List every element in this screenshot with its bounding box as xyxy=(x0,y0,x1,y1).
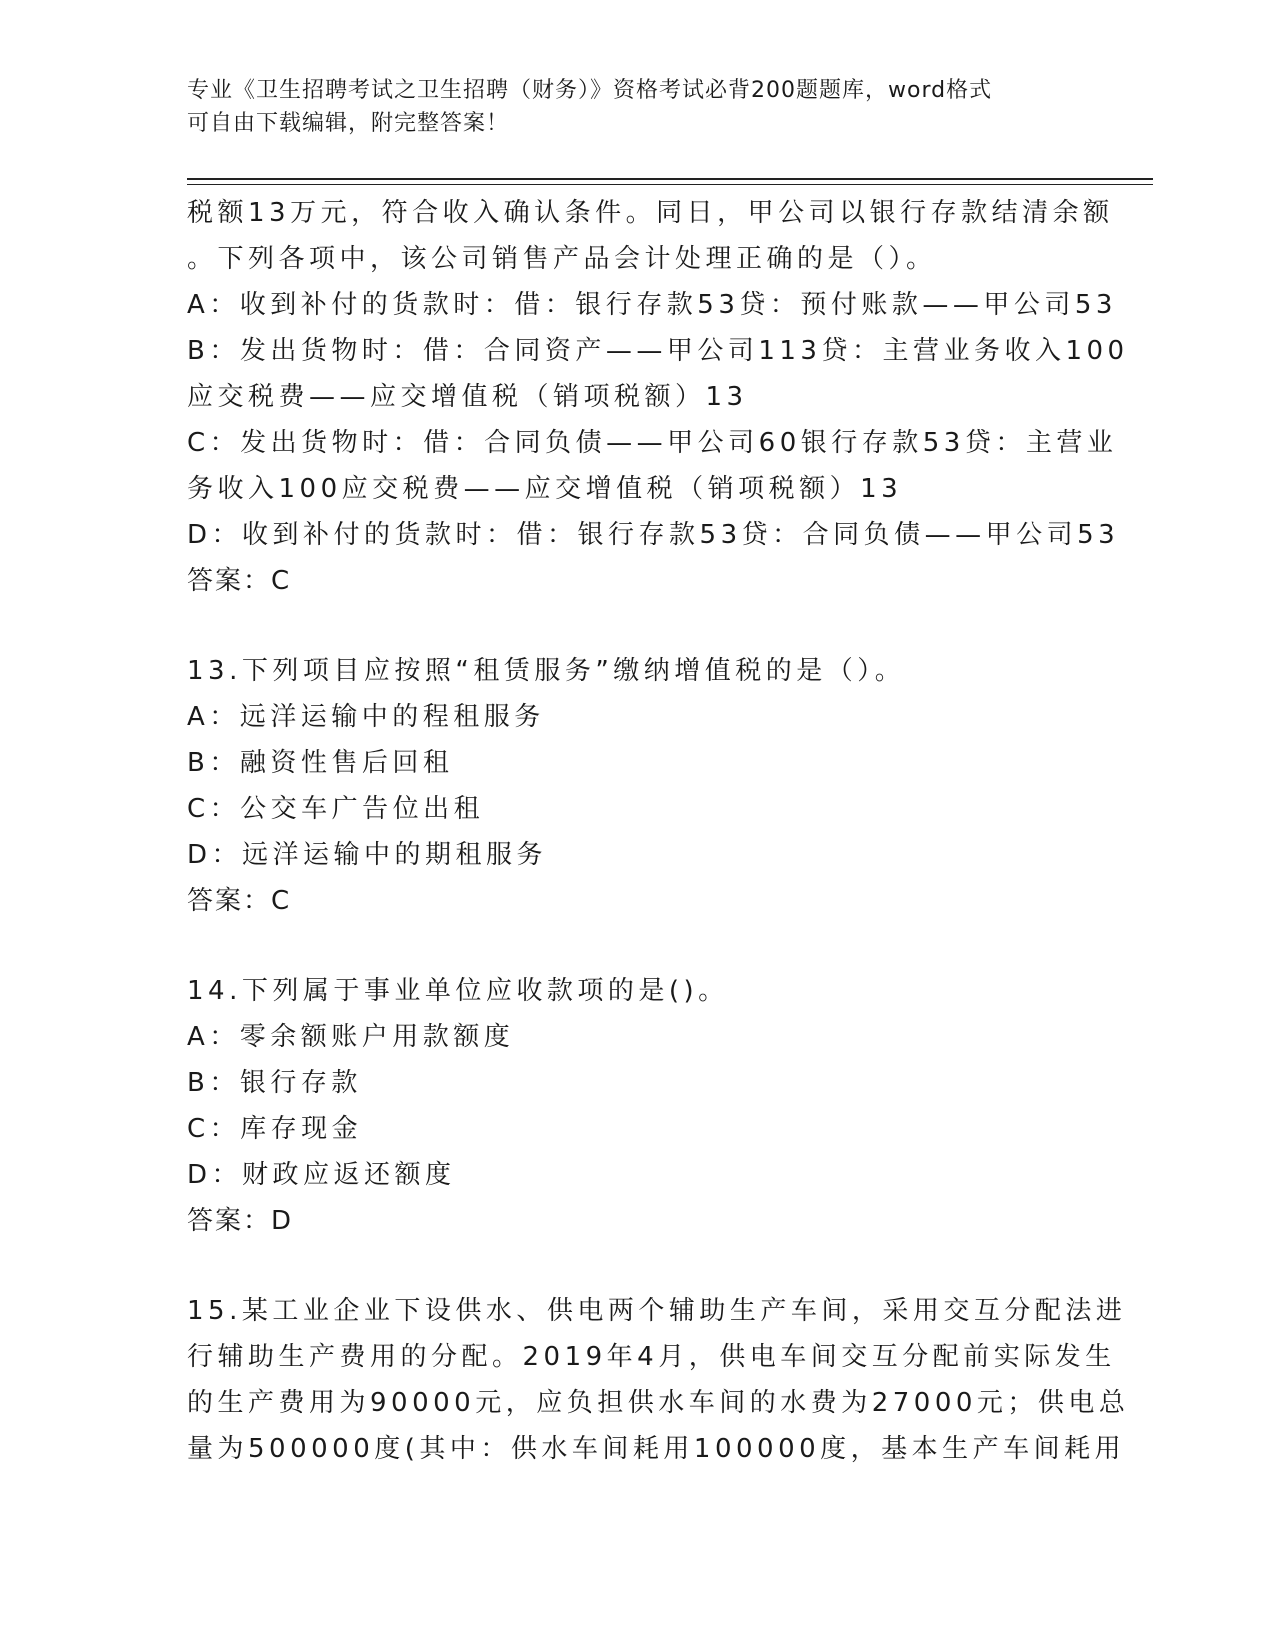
question-text-line: 15.某工业企业下设供水、供电两个辅助生产车间，采用交互分配法进 xyxy=(187,1296,1127,1326)
question-block-15 xyxy=(187,1288,1130,1472)
question-block-12 xyxy=(187,190,1129,604)
question-text-line: 13.下列项目应按照“租赁服务”缴纳增值税的是（）。 xyxy=(187,656,906,686)
option-b: B：银行存款 xyxy=(187,1068,362,1098)
option-b: B：融资性售后回租 xyxy=(187,748,454,778)
question-text-line: 税额13万元，符合收入确认条件。同日，甲公司以银行存款结清余额 xyxy=(187,198,1114,228)
answer-label: 答案：C xyxy=(187,886,292,916)
option-d: D：财政应返还额度 xyxy=(187,1160,456,1190)
option-c: C：公交车广告位出租 xyxy=(187,794,485,824)
option-d: D：远洋运输中的期租服务 xyxy=(187,840,548,870)
question-text-line: 。下列各项中，该公司销售产品会计处理正确的是（）。 xyxy=(187,244,937,274)
option-a: A：远洋运输中的程租服务 xyxy=(187,702,545,732)
option-c: C：发出货物时：借：合同负债——甲公司60银行存款53贷：主营业 xyxy=(187,428,1118,458)
spacer xyxy=(187,604,1087,648)
header-title-line-2: 可自由下载编辑，附完整答案！ xyxy=(187,111,510,136)
question-text-line: 量为500000度(其中：供水车间耗用100000度，基本生产车间耗用 xyxy=(187,1434,1126,1464)
header-rule-thick xyxy=(187,178,1153,180)
option-c: C：库存现金 xyxy=(187,1114,363,1144)
header-title-line-1: 专业《卫生招聘考试之卫生招聘（财务）》资格考试必背200题题库，word格式 xyxy=(187,78,993,103)
option-b: B：发出货物时：借：合同资产——甲公司113贷：主营业务收入100 xyxy=(187,336,1129,366)
question-text-line: 行辅助生产费用的分配。2019年4月，供电车间交互分配前实际发生 xyxy=(187,1342,1116,1372)
option-a: A：零余额账户用款额度 xyxy=(187,1022,515,1052)
document-body xyxy=(187,190,1130,1472)
question-text-line: 14.下列属于事业单位应收款项的是()。 xyxy=(187,976,729,1006)
option-c-continued: 务收入100应交税费——应交增值税（销项税额）13 xyxy=(187,474,903,504)
spacer xyxy=(187,1244,1087,1288)
spacer xyxy=(187,924,1087,968)
answer-label: 答案：D xyxy=(187,1206,294,1236)
question-text-line: 的生产费用为90000元，应负担供水车间的水费为27000元；供电总 xyxy=(187,1388,1130,1418)
question-block-14 xyxy=(187,968,1087,1244)
header-rule-thin xyxy=(187,184,1153,185)
question-block-13 xyxy=(187,648,1087,924)
document-header xyxy=(187,74,1067,140)
option-a: A：收到补付的货款时：借：银行存款53贷：预付账款——甲公司53 xyxy=(187,290,1117,320)
option-b-continued: 应交税费——应交增值税（销项税额）13 xyxy=(187,382,748,412)
answer-label: 答案：C xyxy=(187,566,292,596)
option-d: D：收到补付的货款时：借：银行存款53贷：合同负债——甲公司53 xyxy=(187,520,1120,550)
